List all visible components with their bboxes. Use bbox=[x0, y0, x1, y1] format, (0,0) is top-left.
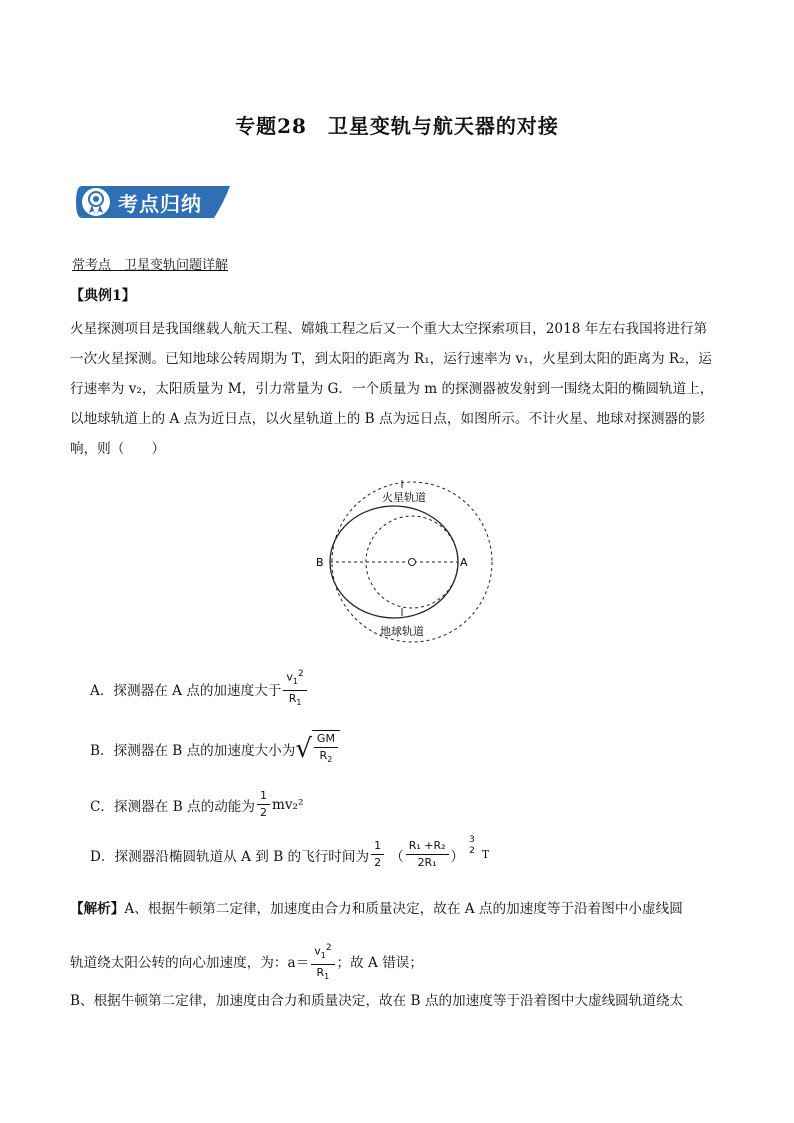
analysis-line: 轨道绕太阳公转的向心加速度，为：a＝ $\frac{v_1^2}{R_1}$ ；故 A 错误； bbox=[70, 940, 726, 985]
option-a: A．探测器在 A 点的加速度大于 $\frac{v_1^2}{R_1}$ bbox=[90, 666, 309, 711]
section-badge bbox=[74, 180, 230, 224]
option-c: C．探测器在 B 点的动能为 $\frac{1}{2}$ mv₂² bbox=[90, 789, 304, 819]
earth-orbit-label: 地球轨道 bbox=[380, 625, 424, 638]
option-d: D．探测器沿椭圆轨道从 A 到 B 的飞行时间为 $\frac{1}{2}$ （ $\frac{\text{R₁ +R₂}}{\text{2R₁}}$ ） 3 2 T bbox=[90, 834, 490, 869]
option-b: B．探测器在 B 点的加速度大小为 √ $\frac{GM}{R_2}$ bbox=[90, 730, 340, 768]
question-line: 一次火星探测。已知地球公转周期为 T，到太阳的距离为 R₁，运行速率为 v₁，火星到太阳的距离为 R₂，运 bbox=[70, 351, 712, 367]
fraction: $\frac{1}{2}$ bbox=[257, 788, 270, 821]
fraction: $\frac{1}{2}$ bbox=[371, 838, 384, 871]
section-heading: 常考点 卫星变轨问题详解 bbox=[72, 258, 229, 273]
badge-label: 考点归纳 bbox=[118, 192, 202, 216]
question-line: 行速率为 v₂，太阳质量为 M，引力常量为 G．一个质量为 m 的探测器被发射到一围绕太阳的椭圆轨道上， bbox=[70, 381, 714, 397]
fraction: $\frac{v_1^2}{R_1}$ bbox=[283, 666, 306, 711]
mars-orbit-label: 火星轨道 bbox=[382, 491, 426, 504]
analysis-line: 【解析】A、根据牛顿第二定律，加速度由合力和质量决定，故在 A 点的加速度等于沿着图中小虚线圆 bbox=[70, 901, 683, 917]
analysis-line: B、根据牛顿第二定律，加速度由合力和质量决定，故在 B 点的加速度等于沿着图中大虚线圆轨道绕太 bbox=[70, 993, 684, 1009]
exponent-fraction: 3 2 bbox=[469, 834, 475, 856]
square-root: √ $\frac{GM}{R_2}$ bbox=[295, 730, 340, 768]
fraction: $\frac{\text{R₁ +R₂}}{\text{2R₁}}$ bbox=[406, 838, 449, 871]
page-title: 专题28 卫星变轨与航天器的对接 bbox=[235, 114, 559, 138]
sun-marker bbox=[409, 559, 416, 566]
example-label: 【典例1】 bbox=[70, 288, 136, 304]
question-text bbox=[70, 314, 724, 464]
question-line: 响，则（ ） bbox=[70, 441, 166, 457]
question-line: 火星探测项目是我国继载人航天工程、嫦娥工程之后又一个重大太空探索项目，2018 年左右我国将进行第 bbox=[70, 321, 708, 337]
fraction: $\frac{v_1^2}{R_1}$ bbox=[311, 940, 334, 985]
point-b-label: B bbox=[316, 556, 324, 569]
question-line: 以地球轨道上的 A 点为近日点，以火星轨道上的 B 点为远日点，如图所示。不计火星、地球对探测器的影 bbox=[70, 411, 706, 427]
orbit-diagram bbox=[312, 474, 498, 644]
point-a-label: A bbox=[460, 556, 468, 569]
ribbon-medal-icon bbox=[82, 188, 110, 216]
